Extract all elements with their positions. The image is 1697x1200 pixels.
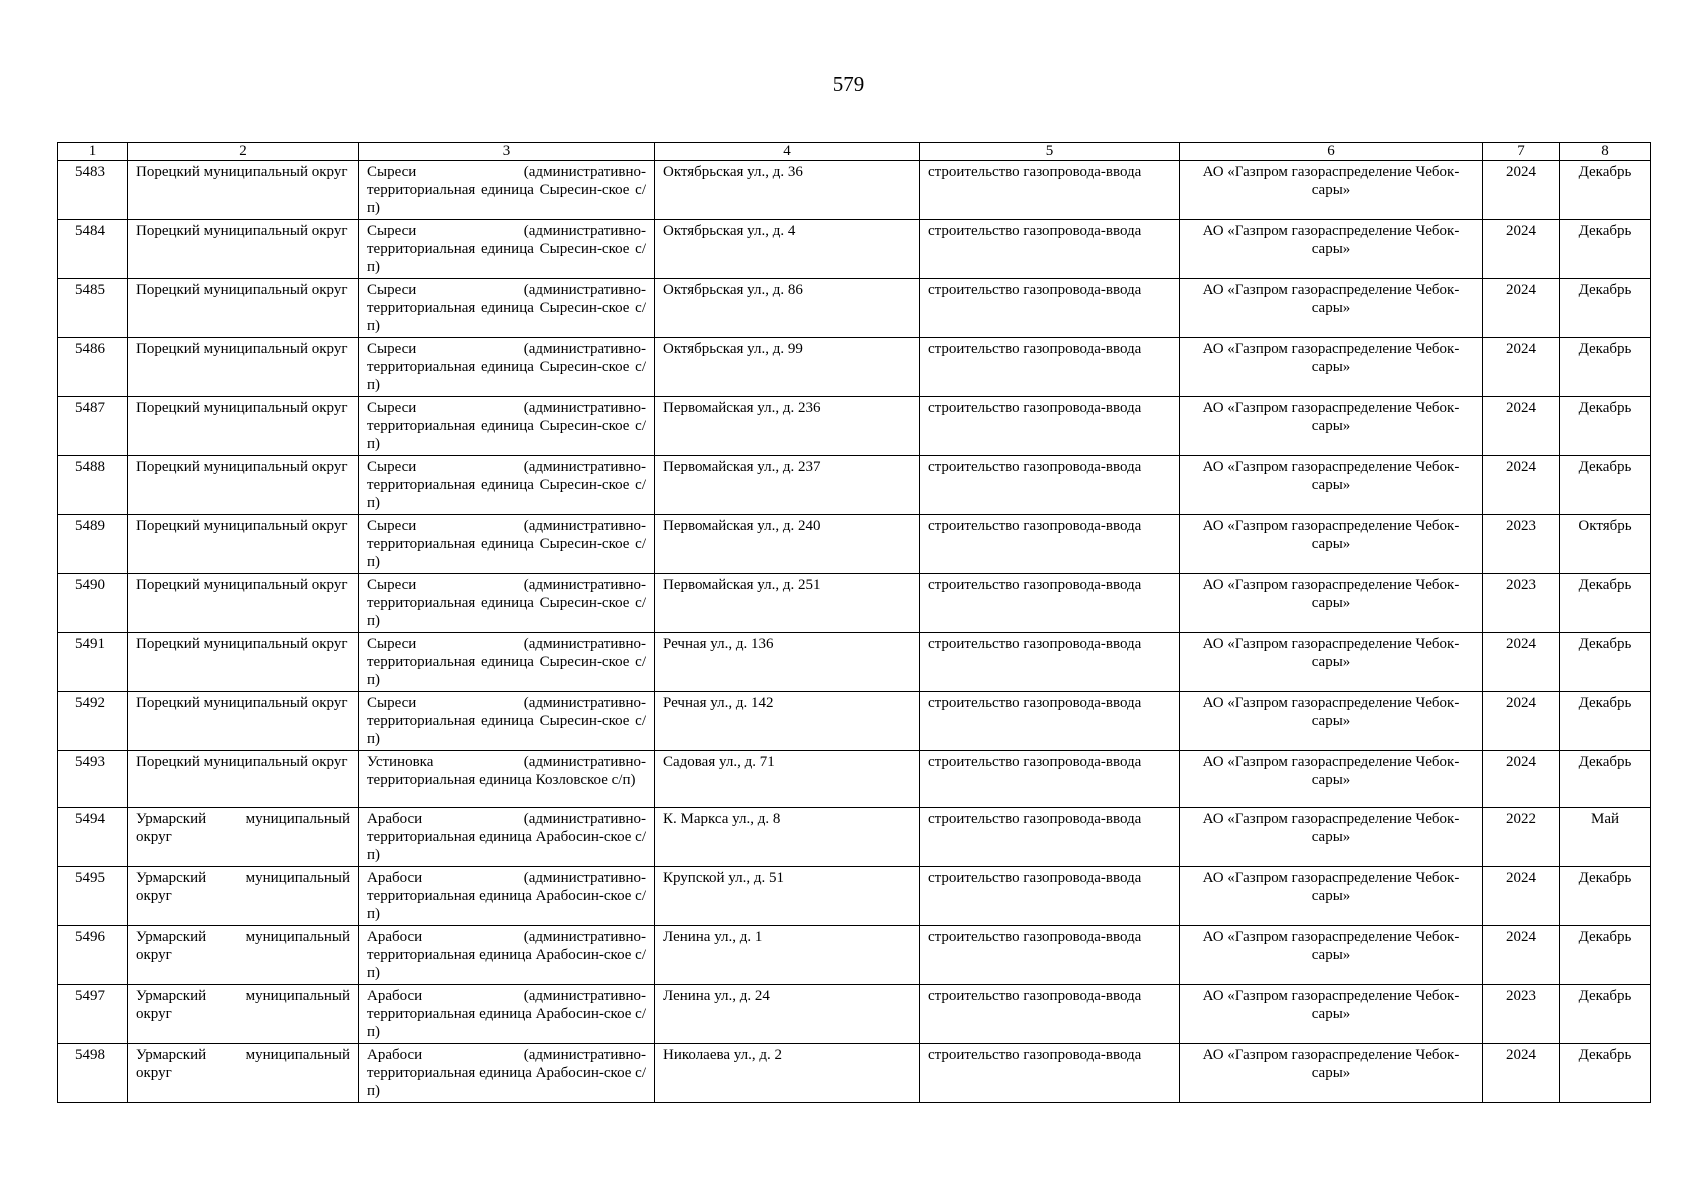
district-cell: Порецкий муниципальный округ	[128, 161, 359, 220]
settlement-cell: Арабоси (административно-территориальная единица Арабосин-ское с/п)	[359, 1044, 655, 1103]
column-header: 6	[1180, 143, 1483, 161]
work-type-cell: строительство газопровода-ввода	[920, 279, 1180, 338]
month-cell: Декабрь	[1560, 1044, 1651, 1103]
settlement-cell: Сыреси (административно-территориальная единица Сыресин-ское с/п)	[359, 515, 655, 574]
year-cell: 2023	[1483, 574, 1560, 633]
year-cell: 2024	[1483, 633, 1560, 692]
district-cell: Урмарский муниципальный округ	[128, 1044, 359, 1103]
table-row	[58, 456, 1651, 515]
column-number-header-row	[58, 143, 1651, 161]
district-cell: Порецкий муниципальный округ	[128, 456, 359, 515]
row-number-cell: 5492	[58, 692, 128, 751]
year-cell: 2024	[1483, 456, 1560, 515]
work-type-cell: строительство газопровода-ввода	[920, 867, 1180, 926]
settlement-cell: Сыреси (административно-территориальная единица Сыресин-ское с/п)	[359, 397, 655, 456]
organization-cell: АО «Газпром газораспределение Чебок-сары»	[1180, 397, 1483, 456]
settlement-cell: Устиновка (административно-территориальная единица Козловское с/п)	[359, 751, 655, 808]
month-cell: Декабрь	[1560, 926, 1651, 985]
row-number-cell: 5496	[58, 926, 128, 985]
organization-cell: АО «Газпром газораспределение Чебок-сары»	[1180, 926, 1483, 985]
month-cell: Декабрь	[1560, 574, 1651, 633]
district-cell: Порецкий муниципальный округ	[128, 515, 359, 574]
table-row	[58, 926, 1651, 985]
page-number: 579	[832, 72, 865, 96]
address-cell: Речная ул., д. 142	[655, 692, 920, 751]
address-cell: Первомайская ул., д. 237	[655, 456, 920, 515]
month-cell: Декабрь	[1560, 456, 1651, 515]
year-cell: 2024	[1483, 867, 1560, 926]
year-cell: 2024	[1483, 220, 1560, 279]
month-cell: Декабрь	[1560, 692, 1651, 751]
settlement-cell: Сыреси (административно-территориальная единица Сыресин-ское с/п)	[359, 161, 655, 220]
table-row	[58, 161, 1651, 220]
address-cell: Октябрьская ул., д. 86	[655, 279, 920, 338]
column-header: 5	[920, 143, 1180, 161]
month-cell: Декабрь	[1560, 279, 1651, 338]
year-cell: 2024	[1483, 692, 1560, 751]
row-number-cell: 5495	[58, 867, 128, 926]
row-number-cell: 5490	[58, 574, 128, 633]
settlement-cell: Сыреси (административно-территориальная единица Сыресин-ское с/п)	[359, 456, 655, 515]
address-cell: Октябрьская ул., д. 99	[655, 338, 920, 397]
table-row	[58, 515, 1651, 574]
column-header: 3	[359, 143, 655, 161]
settlement-cell: Арабоси (административно-территориальная единица Арабосин-ское с/п)	[359, 867, 655, 926]
settlement-cell: Сыреси (административно-территориальная единица Сыресин-ское с/п)	[359, 692, 655, 751]
work-type-cell: строительство газопровода-ввода	[920, 985, 1180, 1044]
district-cell: Порецкий муниципальный округ	[128, 751, 359, 808]
row-number-cell: 5486	[58, 338, 128, 397]
work-type-cell: строительство газопровода-ввода	[920, 161, 1180, 220]
address-cell: Октябрьская ул., д. 36	[655, 161, 920, 220]
organization-cell: АО «Газпром газораспределение Чебок-сары»	[1180, 1044, 1483, 1103]
work-type-cell: строительство газопровода-ввода	[920, 692, 1180, 751]
column-header: 7	[1483, 143, 1560, 161]
organization-cell: АО «Газпром газораспределение Чебок-сары»	[1180, 338, 1483, 397]
address-cell: К. Маркса ул., д. 8	[655, 808, 920, 867]
table-row	[58, 220, 1651, 279]
work-type-cell: строительство газопровода-ввода	[920, 220, 1180, 279]
organization-cell: АО «Газпром газораспределение Чебок-сары»	[1180, 574, 1483, 633]
address-cell: Октябрьская ул., д. 4	[655, 220, 920, 279]
work-type-cell: строительство газопровода-ввода	[920, 751, 1180, 808]
row-number-cell: 5485	[58, 279, 128, 338]
organization-cell: АО «Газпром газораспределение Чебок-сары»	[1180, 279, 1483, 338]
district-cell: Урмарский муниципальный округ	[128, 926, 359, 985]
year-cell: 2022	[1483, 808, 1560, 867]
district-cell: Порецкий муниципальный округ	[128, 279, 359, 338]
row-number-cell: 5483	[58, 161, 128, 220]
table-row	[58, 1044, 1651, 1103]
year-cell: 2023	[1483, 515, 1560, 574]
work-type-cell: строительство газопровода-ввода	[920, 397, 1180, 456]
address-cell: Первомайская ул., д. 240	[655, 515, 920, 574]
organization-cell: АО «Газпром газораспределение Чебок-сары»	[1180, 633, 1483, 692]
work-type-cell: строительство газопровода-ввода	[920, 1044, 1180, 1103]
row-number-cell: 5498	[58, 1044, 128, 1103]
month-cell: Декабрь	[1560, 220, 1651, 279]
organization-cell: АО «Газпром газораспределение Чебок-сары»	[1180, 808, 1483, 867]
settlement-cell: Сыреси (административно-территориальная единица Сыресин-ское с/п)	[359, 574, 655, 633]
settlement-cell: Арабоси (административно-территориальная единица Арабосин-ское с/п)	[359, 808, 655, 867]
settlement-cell: Арабоси (административно-территориальная единица Арабосин-ское с/п)	[359, 926, 655, 985]
table-row	[58, 808, 1651, 867]
settlement-cell: Сыреси (административно-территориальная единица Сыресин-ское с/п)	[359, 279, 655, 338]
district-cell: Порецкий муниципальный округ	[128, 338, 359, 397]
address-cell: Первомайская ул., д. 236	[655, 397, 920, 456]
work-type-cell: строительство газопровода-ввода	[920, 574, 1180, 633]
organization-cell: АО «Газпром газораспределение Чебок-сары»	[1180, 985, 1483, 1044]
month-cell: Декабрь	[1560, 338, 1651, 397]
district-cell: Урмарский муниципальный округ	[128, 985, 359, 1044]
district-cell: Порецкий муниципальный округ	[128, 220, 359, 279]
work-type-cell: строительство газопровода-ввода	[920, 456, 1180, 515]
settlement-cell: Арабоси (административно-территориальная единица Арабосин-ское с/п)	[359, 985, 655, 1044]
table-row	[58, 279, 1651, 338]
table-row	[58, 397, 1651, 456]
table-row	[58, 985, 1651, 1044]
month-cell: Декабрь	[1560, 633, 1651, 692]
year-cell: 2024	[1483, 397, 1560, 456]
month-cell: Декабрь	[1560, 985, 1651, 1044]
month-cell: Декабрь	[1560, 397, 1651, 456]
organization-cell: АО «Газпром газораспределение Чебок-сары»	[1180, 456, 1483, 515]
year-cell: 2023	[1483, 985, 1560, 1044]
month-cell: Октябрь	[1560, 515, 1651, 574]
year-cell: 2024	[1483, 338, 1560, 397]
work-type-cell: строительство газопровода-ввода	[920, 926, 1180, 985]
address-cell: Николаева ул., д. 2	[655, 1044, 920, 1103]
row-number-cell: 5494	[58, 808, 128, 867]
row-number-cell: 5484	[58, 220, 128, 279]
month-cell: Декабрь	[1560, 751, 1651, 808]
column-header: 1	[58, 143, 128, 161]
district-cell: Порецкий муниципальный округ	[128, 574, 359, 633]
table-row	[58, 633, 1651, 692]
column-header: 2	[128, 143, 359, 161]
work-type-cell: строительство газопровода-ввода	[920, 338, 1180, 397]
settlement-cell: Сыреси (административно-территориальная единица Сыресин-ское с/п)	[359, 220, 655, 279]
address-cell: Крупской ул., д. 51	[655, 867, 920, 926]
district-cell: Порецкий муниципальный округ	[128, 397, 359, 456]
organization-cell: АО «Газпром газораспределение Чебок-сары»	[1180, 161, 1483, 220]
work-type-cell: строительство газопровода-ввода	[920, 633, 1180, 692]
row-number-cell: 5488	[58, 456, 128, 515]
organization-cell: АО «Газпром газораспределение Чебок-сары»	[1180, 692, 1483, 751]
table-row	[58, 867, 1651, 926]
address-cell: Садовая ул., д. 71	[655, 751, 920, 808]
month-cell: Май	[1560, 808, 1651, 867]
table-row	[58, 751, 1651, 808]
settlement-cell: Сыреси (административно-территориальная единица Сыресин-ское с/п)	[359, 338, 655, 397]
organization-cell: АО «Газпром газораспределение Чебок-сары»	[1180, 220, 1483, 279]
year-cell: 2024	[1483, 161, 1560, 220]
work-type-cell: строительство газопровода-ввода	[920, 515, 1180, 574]
district-cell: Порецкий муниципальный округ	[128, 633, 359, 692]
organization-cell: АО «Газпром газораспределение Чебок-сары»	[1180, 515, 1483, 574]
row-number-cell: 5493	[58, 751, 128, 808]
row-number-cell: 5487	[58, 397, 128, 456]
row-number-cell: 5497	[58, 985, 128, 1044]
year-cell: 2024	[1483, 1044, 1560, 1103]
district-cell: Урмарский муниципальный округ	[128, 808, 359, 867]
settlement-cell: Сыреси (административно-территориальная единица Сыресин-ское с/п)	[359, 633, 655, 692]
organization-cell: АО «Газпром газораспределение Чебок-сары»	[1180, 751, 1483, 808]
column-header: 4	[655, 143, 920, 161]
district-cell: Урмарский муниципальный округ	[128, 867, 359, 926]
address-cell: Ленина ул., д. 1	[655, 926, 920, 985]
district-cell: Порецкий муниципальный округ	[128, 692, 359, 751]
column-header: 8	[1560, 143, 1651, 161]
table-row	[58, 692, 1651, 751]
year-cell: 2024	[1483, 279, 1560, 338]
address-cell: Первомайская ул., д. 251	[655, 574, 920, 633]
address-cell: Речная ул., д. 136	[655, 633, 920, 692]
year-cell: 2024	[1483, 751, 1560, 808]
year-cell: 2024	[1483, 926, 1560, 985]
gas-connection-table	[57, 142, 1651, 1103]
organization-cell: АО «Газпром газораспределение Чебок-сары»	[1180, 867, 1483, 926]
row-number-cell: 5491	[58, 633, 128, 692]
address-cell: Ленина ул., д. 24	[655, 985, 920, 1044]
work-type-cell: строительство газопровода-ввода	[920, 808, 1180, 867]
table-row	[58, 574, 1651, 633]
row-number-cell: 5489	[58, 515, 128, 574]
table-row	[58, 338, 1651, 397]
month-cell: Декабрь	[1560, 867, 1651, 926]
month-cell: Декабрь	[1560, 161, 1651, 220]
